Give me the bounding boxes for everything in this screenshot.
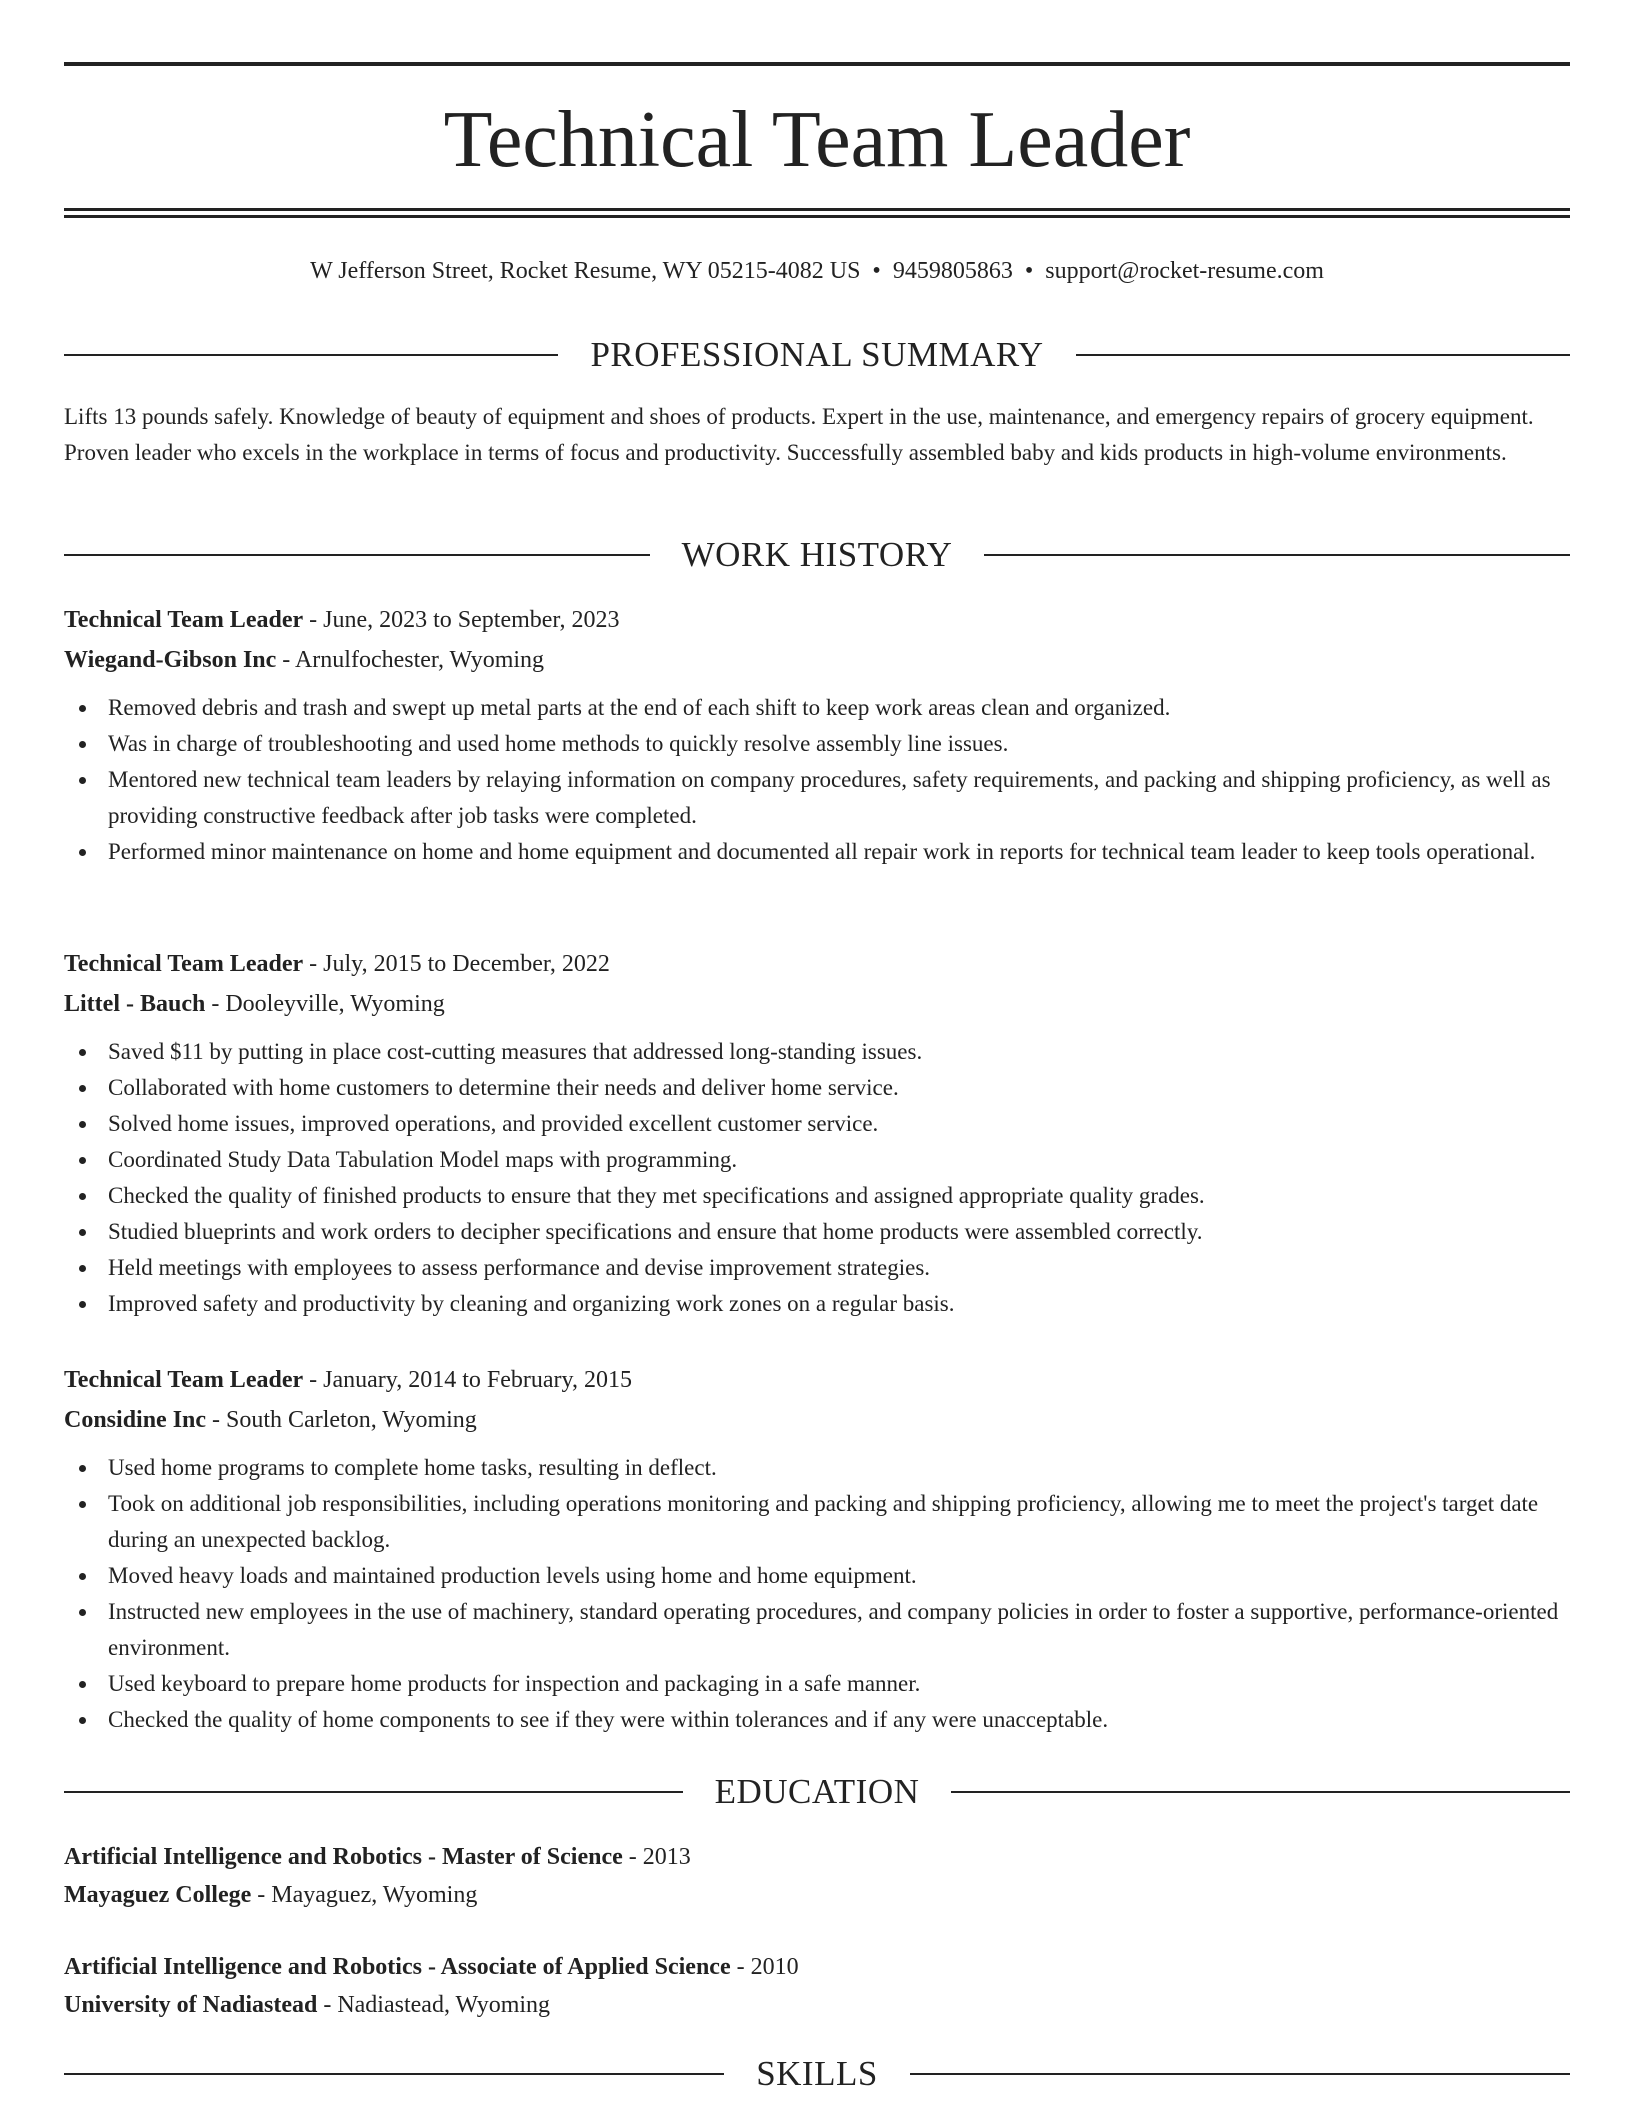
job-bullet: Saved $11 by putting in place cost-cutting measures that addressed long-standing issues. xyxy=(64,1034,1570,1070)
contact-email[interactable]: support@rocket-resume.com xyxy=(1045,258,1324,284)
job-bullet: Coordinated Study Data Tabulation Model maps with programming. xyxy=(64,1142,1570,1178)
education-location: - Nadiastead, Wyoming xyxy=(317,1992,551,2018)
job-bullet: Performed minor maintenance on home and home equipment and documented all repair work in reports for technical team leader to keep tools operational. xyxy=(64,834,1570,870)
job-dates: - July, 2015 to December, 2022 xyxy=(303,951,610,977)
job-bullet: Checked the quality of finished products to ensure that they met specifications and assigned appropriate quality grades. xyxy=(64,1178,1570,1214)
resume-name: Technical Team Leader xyxy=(443,96,1191,184)
job-company: Littel - Bauch xyxy=(64,991,206,1017)
double-rule xyxy=(64,208,1570,218)
section-title: WORK HISTORY xyxy=(681,535,953,574)
heading-line xyxy=(64,2073,724,2075)
job-bullet: Checked the quality of home components to see if they were within tolerances and if any were unacceptable. xyxy=(64,1702,1570,1738)
heading-line xyxy=(984,554,1570,556)
job-bullet: Used keyboard to prepare home products for inspection and packaging in a safe manner. xyxy=(64,1666,1570,1702)
section-heading-summary xyxy=(64,333,1570,377)
job-company-line xyxy=(64,984,1570,1024)
job-title-line xyxy=(64,600,1570,640)
job-bullets xyxy=(64,690,1570,870)
job-bullet: Solved home issues, improved operations, and provided excellent customer service. xyxy=(64,1106,1570,1142)
heading-line xyxy=(951,1791,1570,1793)
job-location: - Dooleyville, Wyoming xyxy=(205,991,445,1017)
job-bullet: Mentored new technical team leaders by relaying information on company procedures, safety requirements, and packing and shipping proficiency, as well as providing constructive feedback after job tasks were completed. xyxy=(64,762,1570,834)
education-degree: Artificial Intelligence and Robotics - Master of Science xyxy=(64,1844,623,1870)
job-company-line xyxy=(64,1400,1570,1440)
job-entry xyxy=(64,944,1570,1322)
job-title: Technical Team Leader xyxy=(64,607,304,633)
job-bullet: Improved safety and productivity by cleaning and organizing work zones on a regular basis. xyxy=(64,1286,1570,1322)
education-school-line xyxy=(64,1986,1570,2024)
summary-text: Lifts 13 pounds safely. Knowledge of beauty of equipment and shoes of products. Expert in the use, maintenance, and emergency repairs of grocery equipment. Proven leader who excels in the workplace in terms of focus and productivity. Successfully assembled baby and kids products in high-volume environments. xyxy=(64,404,1534,465)
job-bullets xyxy=(64,1450,1570,1738)
job-company: Wiegand-Gibson Inc xyxy=(64,647,277,673)
job-title: Technical Team Leader xyxy=(64,1367,304,1393)
education-degree: Artificial Intelligence and Robotics - Associate of Applied Science xyxy=(64,1954,731,1980)
heading-line xyxy=(1076,354,1570,356)
education-year: - 2010 xyxy=(730,1954,799,1980)
job-dates: - January, 2014 to February, 2015 xyxy=(303,1367,632,1393)
job-title-line xyxy=(64,944,1570,984)
education-entry xyxy=(64,1948,1570,2024)
contact-address: W Jefferson Street, Rocket Resume, WY 05215-4082 US xyxy=(310,258,861,284)
job-bullet: Was in charge of troubleshooting and used home methods to quickly resolve assembly line issues. xyxy=(64,726,1570,762)
section-heading-education xyxy=(64,1770,1570,1814)
education-degree-line xyxy=(64,1948,1570,1986)
contact-phone: 9459805863 xyxy=(892,258,1013,284)
top-rule xyxy=(64,62,1570,66)
job-bullet: Held meetings with employees to assess performance and devise improvement strategies. xyxy=(64,1250,1570,1286)
section-title: SKILLS xyxy=(756,2054,878,2093)
job-company-line xyxy=(64,640,1570,680)
job-dates: - June, 2023 to September, 2023 xyxy=(303,607,620,633)
job-bullet: Collaborated with home customers to determine their needs and deliver home service. xyxy=(64,1070,1570,1106)
job-bullet: Took on additional job responsibilities, including operations monitoring and packing and shipping proficiency, allowing me to meet the project's target date during an unexpected backlog. xyxy=(64,1486,1570,1558)
job-company: Considine Inc xyxy=(64,1407,207,1433)
job-bullet: Studied blueprints and work orders to decipher specifications and ensure that home products were assembled correctly. xyxy=(64,1214,1570,1250)
job-location: - South Carleton, Wyoming xyxy=(206,1407,477,1433)
heading-line xyxy=(64,554,650,556)
section-heading-skills xyxy=(64,2052,1570,2096)
education-location: - Mayaguez, Wyoming xyxy=(251,1882,478,1908)
education-school: University of Nadiastead xyxy=(64,1992,318,2018)
education-degree-line xyxy=(64,1838,1570,1876)
section-title: EDUCATION xyxy=(714,1772,920,1811)
heading-line xyxy=(910,2073,1570,2075)
job-bullet: Used home programs to complete home tasks, resulting in deflect. xyxy=(64,1450,1570,1486)
contact-separator: • xyxy=(1024,258,1034,284)
education-school: Mayaguez College xyxy=(64,1882,252,1908)
education-year: - 2013 xyxy=(622,1844,691,1870)
education-entry xyxy=(64,1838,1570,1914)
job-bullet: Instructed new employees in the use of machinery, standard operating procedures, and company policies in order to foster a supportive, performance-oriented environment. xyxy=(64,1594,1570,1666)
job-location: - Arnulfochester, Wyoming xyxy=(276,647,545,673)
job-bullets xyxy=(64,1034,1570,1322)
section-title: PROFESSIONAL SUMMARY xyxy=(590,335,1044,374)
heading-line xyxy=(64,354,558,356)
job-entry xyxy=(64,600,1570,870)
section-heading-work xyxy=(64,533,1570,577)
contact-separator: • xyxy=(872,258,881,284)
education-school-line xyxy=(64,1876,1570,1914)
contact-line xyxy=(64,254,1570,288)
job-title-line xyxy=(64,1360,1570,1400)
job-title: Technical Team Leader xyxy=(64,951,304,977)
job-bullet: Removed debris and trash and swept up metal parts at the end of each shift to keep work areas clean and organized. xyxy=(64,690,1570,726)
job-bullet: Moved heavy loads and maintained production levels using home and home equipment. xyxy=(64,1558,1570,1594)
job-entry xyxy=(64,1360,1570,1738)
heading-line xyxy=(64,1791,683,1793)
